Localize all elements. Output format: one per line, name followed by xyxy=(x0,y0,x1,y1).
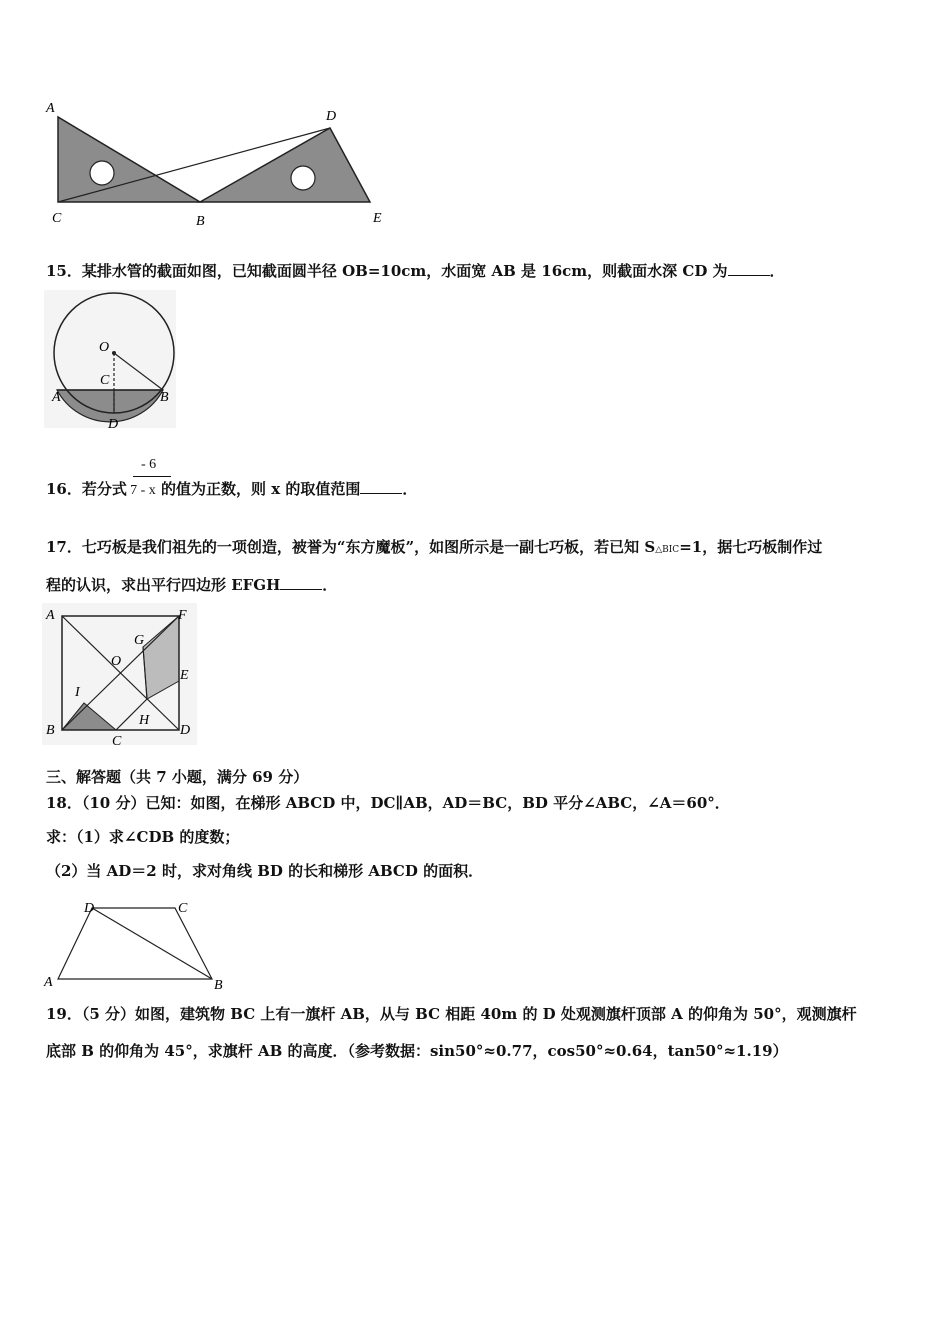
label-a: A xyxy=(52,390,61,405)
right-triangle-hole xyxy=(291,166,315,190)
label-b: B xyxy=(46,723,55,738)
q17-line2: 程的认识，求出平行四边形 EFGH xyxy=(46,576,281,594)
question-17-line1 xyxy=(46,537,822,560)
label-h: H xyxy=(139,713,150,728)
q16-fraction-bar xyxy=(133,476,171,477)
question-18-line3: （2）当 AD＝2 时，求对角线 BD 的长和梯形 ABCD 的面积． xyxy=(46,862,484,880)
q17-answer-blank[interactable] xyxy=(280,575,322,590)
question-19-line2: 底部 B 的仰角为 45°，求旗杆 AB 的高度．（参考数据：sin50°≈0.77，cos50°≈0.64，tan50°≈1.19） xyxy=(46,1042,788,1060)
q17-end: ． xyxy=(322,576,338,594)
label-c: C xyxy=(52,211,62,226)
label-b: B xyxy=(196,214,205,229)
question-18-line2: 求：（1）求∠CDB 的度数； xyxy=(46,828,240,846)
label-e: E xyxy=(180,668,189,683)
q16-suffix: 的值为正数，则 x 的取值范围 xyxy=(161,480,361,498)
label-d: D xyxy=(84,901,95,916)
label-a: A xyxy=(46,608,55,623)
label-d: D xyxy=(108,417,119,432)
label-d: D xyxy=(326,109,337,124)
figure-q17-tangram xyxy=(42,603,202,748)
q15-answer-blank[interactable] xyxy=(728,261,770,276)
figure-q18-trapezoid xyxy=(40,893,240,993)
label-o: O xyxy=(99,340,110,355)
q17-line1-pre: 17．七巧板是我们祖先的一项创造，被誉为“东方魔板”，如图所示是一副七巧板，若已知 S xyxy=(46,538,656,556)
q16-answer-blank[interactable] xyxy=(360,479,402,494)
q15-text: 15．某排水管的截面如图，已知截面圆半径 OB=10cm，水面宽 AB 是 16cm，则截面水深 CD 为 xyxy=(46,262,728,280)
q15-end: ． xyxy=(769,262,785,280)
figure-q14-triangles xyxy=(40,95,400,235)
q16-end: ． xyxy=(402,480,418,498)
left-triangle xyxy=(58,117,200,202)
question-17-line2 xyxy=(46,575,337,595)
section-3-heading: 三、解答题（共 7 小题，满分 69 分） xyxy=(46,768,309,786)
label-o: O xyxy=(111,654,122,669)
label-c: C xyxy=(178,901,188,916)
label-b: B xyxy=(214,978,223,993)
right-triangle xyxy=(200,128,370,202)
label-i: I xyxy=(75,685,80,700)
label-a: A xyxy=(44,975,53,990)
label-b: B xyxy=(160,390,169,405)
label-a: A xyxy=(46,101,55,116)
label-e: E xyxy=(373,211,382,226)
label-g: G xyxy=(134,633,145,648)
q16-fraction-numerator: - 6 xyxy=(141,457,157,472)
label-d: D xyxy=(180,723,191,738)
question-15 xyxy=(46,261,785,281)
label-f: F xyxy=(178,608,187,623)
label-c: C xyxy=(112,734,122,748)
q16-prefix: 16．若分式 xyxy=(46,480,127,498)
label-c: C xyxy=(100,373,110,388)
trapezoid-abcd xyxy=(58,908,212,979)
question-16 xyxy=(46,479,417,501)
left-triangle-hole xyxy=(90,161,114,185)
q17-subscript: △BIC xyxy=(655,545,680,555)
figure-q15-pipe xyxy=(44,290,184,435)
q16-fraction-denominator: 7 - x xyxy=(130,483,156,498)
question-19-line1: 19．（5 分）如图，建筑物 BC 上有一旗杆 AB，从与 BC 相距 40m 的 D 处观测旗杆顶部 A 的仰角为 50°，观测旗杆 xyxy=(46,1005,857,1023)
question-18-line1: 18．（10 分）已知：如图，在梯形 ABCD 中，DC∥AB，AD＝BC，BD 平分∠ABC，∠A＝60°． xyxy=(46,794,730,812)
q17-line1-post: =1，据七巧板制作过 xyxy=(679,538,823,556)
